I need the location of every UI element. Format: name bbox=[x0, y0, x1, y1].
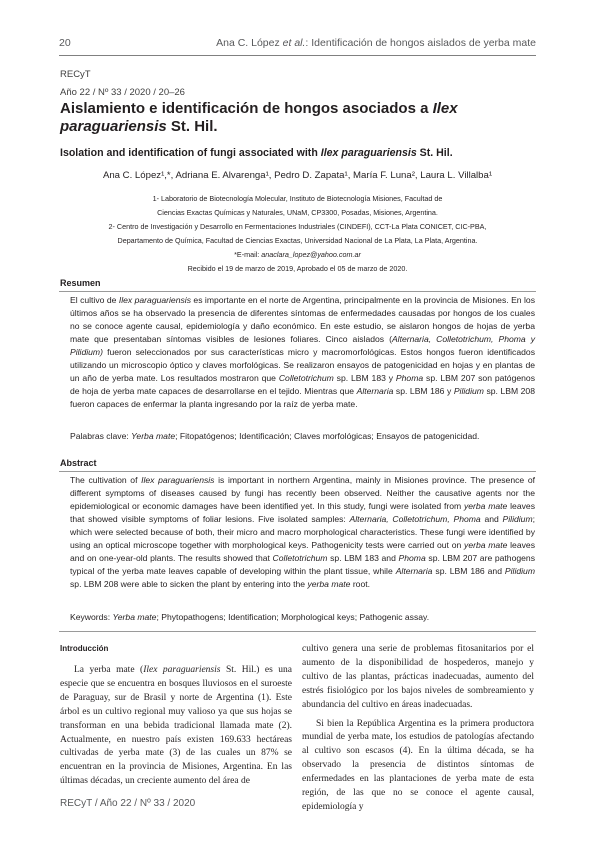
received-accepted-dates: Recibido el 19 de marzo de 2019, Aprobado el 05 de marzo de 2020. bbox=[187, 264, 408, 273]
journal-issue: Año 22 / Nº 33 / 2020 / 20–26 bbox=[60, 87, 185, 98]
intro-paragraph-2: Si bien la República Argentina es la primera productora mundial de yerba mate, los estudios de patologías afectando al cultivo son escasos (4). En la última década, se ha observado la presencia de distintos síntomas de enfermedades en las plantaciones de yerba mate de esta región, de las que no se conoce el agente causal, epidemiología y bbox=[302, 718, 534, 812]
introduccion-heading: Introducción bbox=[60, 644, 109, 653]
page-footer: RECyT / Año 22 / Nº 33 / 2020 bbox=[60, 798, 196, 809]
affiliation-1-line-2: Ciencias Exactas Químicas y Naturales, UNaM, CP3300, Posadas, Misiones, Argentina. bbox=[157, 208, 438, 217]
corresponding-email: *E-mail: anaclara_lopez@yahoo.com.ar bbox=[234, 250, 361, 259]
keywords: Keywords: Yerba mate; Phytopathogens; Identification; Morphological keys; Pathogenic assay. bbox=[70, 612, 430, 622]
affiliation-2-line-1: 2- Centro de Investigación y Desarrollo en Fermentaciones Industriales (CINDEFI), CCT-La Plata CONICET, CIC-PBA, bbox=[108, 222, 487, 231]
palabras-clave: Palabras clave: Yerba mate; Fitopatógenos; Identificación; Claves morfológicas; Ensayos de patogenicidad. bbox=[70, 431, 480, 441]
abstract-rule bbox=[59, 471, 536, 472]
resumen-body: El cultivo de Ilex paraguariensis es importante en el norte de Argentina, principalmente en la provincia de Misiones. En los últimos años se ha observado la presencia de diferentes síntomas de enfermedades causadas por hongos de los cuales no se conoce agente causal, epidemiología y daño económico. En este estudio, se aislaron hongos de hojas de yerba mate que presentaban síntomas visibles de lesiones foliares. Cinco aislados (Alternaria, Colletotrichum, Phoma y Pilidium) fueron seleccionados por sus características micro y macromorfológicas. Estos hongos fueron identificados utilizando un microscopio óptico y claves morfológicas. Se realizaron ensayos de patogenicidad en hojas y en plantas de un año de yerba mate. Los resultados mostraron que Colletotrichum sp. LBM 183 y Phoma sp. LBM 207 son patógenos de hoja de yerba mate capaces de desarrollarse en el tejido. Mientras que Alternaria sp. LBM 186 y Pilidium sp. LBM 208 fueron capaces de enfermar la planta ingresando por la raíz de yerba mate. bbox=[70, 295, 535, 409]
author-list: Ana C. López¹,*, Adriana E. Alvarenga¹, Pedro D. Zapata¹, María F. Luna², Laura L. Villalba¹ bbox=[102, 170, 493, 181]
title-spanish: Aislamiento e identificación de hongos asociados a Ilex paraguariensis St. Hil. bbox=[60, 100, 458, 135]
header-rule bbox=[59, 55, 536, 56]
title-english: Isolation and identification of fungi associated with Ilex paraguariensis St. Hil. bbox=[60, 147, 453, 159]
affiliation-2-line-2: Departamento de Química, Facultad de Ciencias Exactas, Universidad Nacional de La Plata, La Plata, Argentina. bbox=[117, 236, 478, 245]
intro-column-left bbox=[60, 664, 292, 789]
intro-column-right bbox=[302, 643, 534, 815]
abstract-heading: Abstract bbox=[60, 458, 97, 468]
intro-paragraph-1: La yerba mate (Ilex paraguariensis St. Hil.) es una especie que se encuentra en bosques lluviosos en el suroeste de Paraguay, sur de Brasil y norte de Argentina (1). Este árbol es un cultivo regional muy valioso ya que sus hojas se transforman en una bebida tradicional llamada mate (2). Actualmente, en nuestro país existen 169.633 hectáreas cultivadas de yerba mate (3) de las cuales un 87% se encuentran en la provincia de Misiones, Argentina. En las últimas décadas, un creciente aumento del área de bbox=[60, 665, 293, 787]
affiliation-1-line-1: 1- Laboratorio de Biotecnología Molecular, Instituto de Biotecnología Misiones, Facultad de bbox=[152, 194, 443, 203]
running-title: Ana C. López et al.: Identificación de hongos aislados de yerba mate bbox=[216, 37, 536, 49]
resumen-heading: Resumen bbox=[60, 278, 101, 288]
running-header bbox=[59, 37, 536, 53]
page-number: 20 bbox=[59, 37, 71, 49]
journal-name: RECyT bbox=[60, 69, 91, 80]
resumen-rule bbox=[59, 291, 536, 292]
intro-paragraph-1-cont: cultivo genera una serie de problemas fitosanitarios por el aumento de la disponibilidad de hospederos, manejo y cultivo de las plantas, prácticas inadecuadas, aumento del estrés fisiológico por los bajos niveles de sombreamiento y abundancia del cultivo en áreas inadecuadas. bbox=[302, 644, 534, 710]
abstract-end-rule bbox=[59, 631, 536, 632]
abstract-body: The cultivation of Ilex paraguariensis is important in northern Argentina, mainly in Misiones province. The presence of different symptoms of diseases caused by fungi has recently been observed. Neither the causative agents nor the epidemiological or economic damages have been identified yet. In this study, fungi were isolated from yerba mate leaves that showed visible symptoms of foliar lesions. Five isolated samples: Alternaria, Colletotrichum, Phoma and Pilidium; which were selected because of both, their micro and macro morphological characteristics. These fungi were identified by using an optical microscope together with morphological keys. Pathogenicity tests were carried out on yerba mate leaves and on one-year-old plants. The results showed that Colletotrichum sp. LBM 183 and Phoma sp. LBM 207 are pathogens typical of the yerba mate leaves capable of developing within the plant tissue, while Alternaria sp. LBM 186 and Pilidium sp. LBM 208 were able to sicken the plant by entering into the yerba mate root. bbox=[70, 475, 536, 589]
